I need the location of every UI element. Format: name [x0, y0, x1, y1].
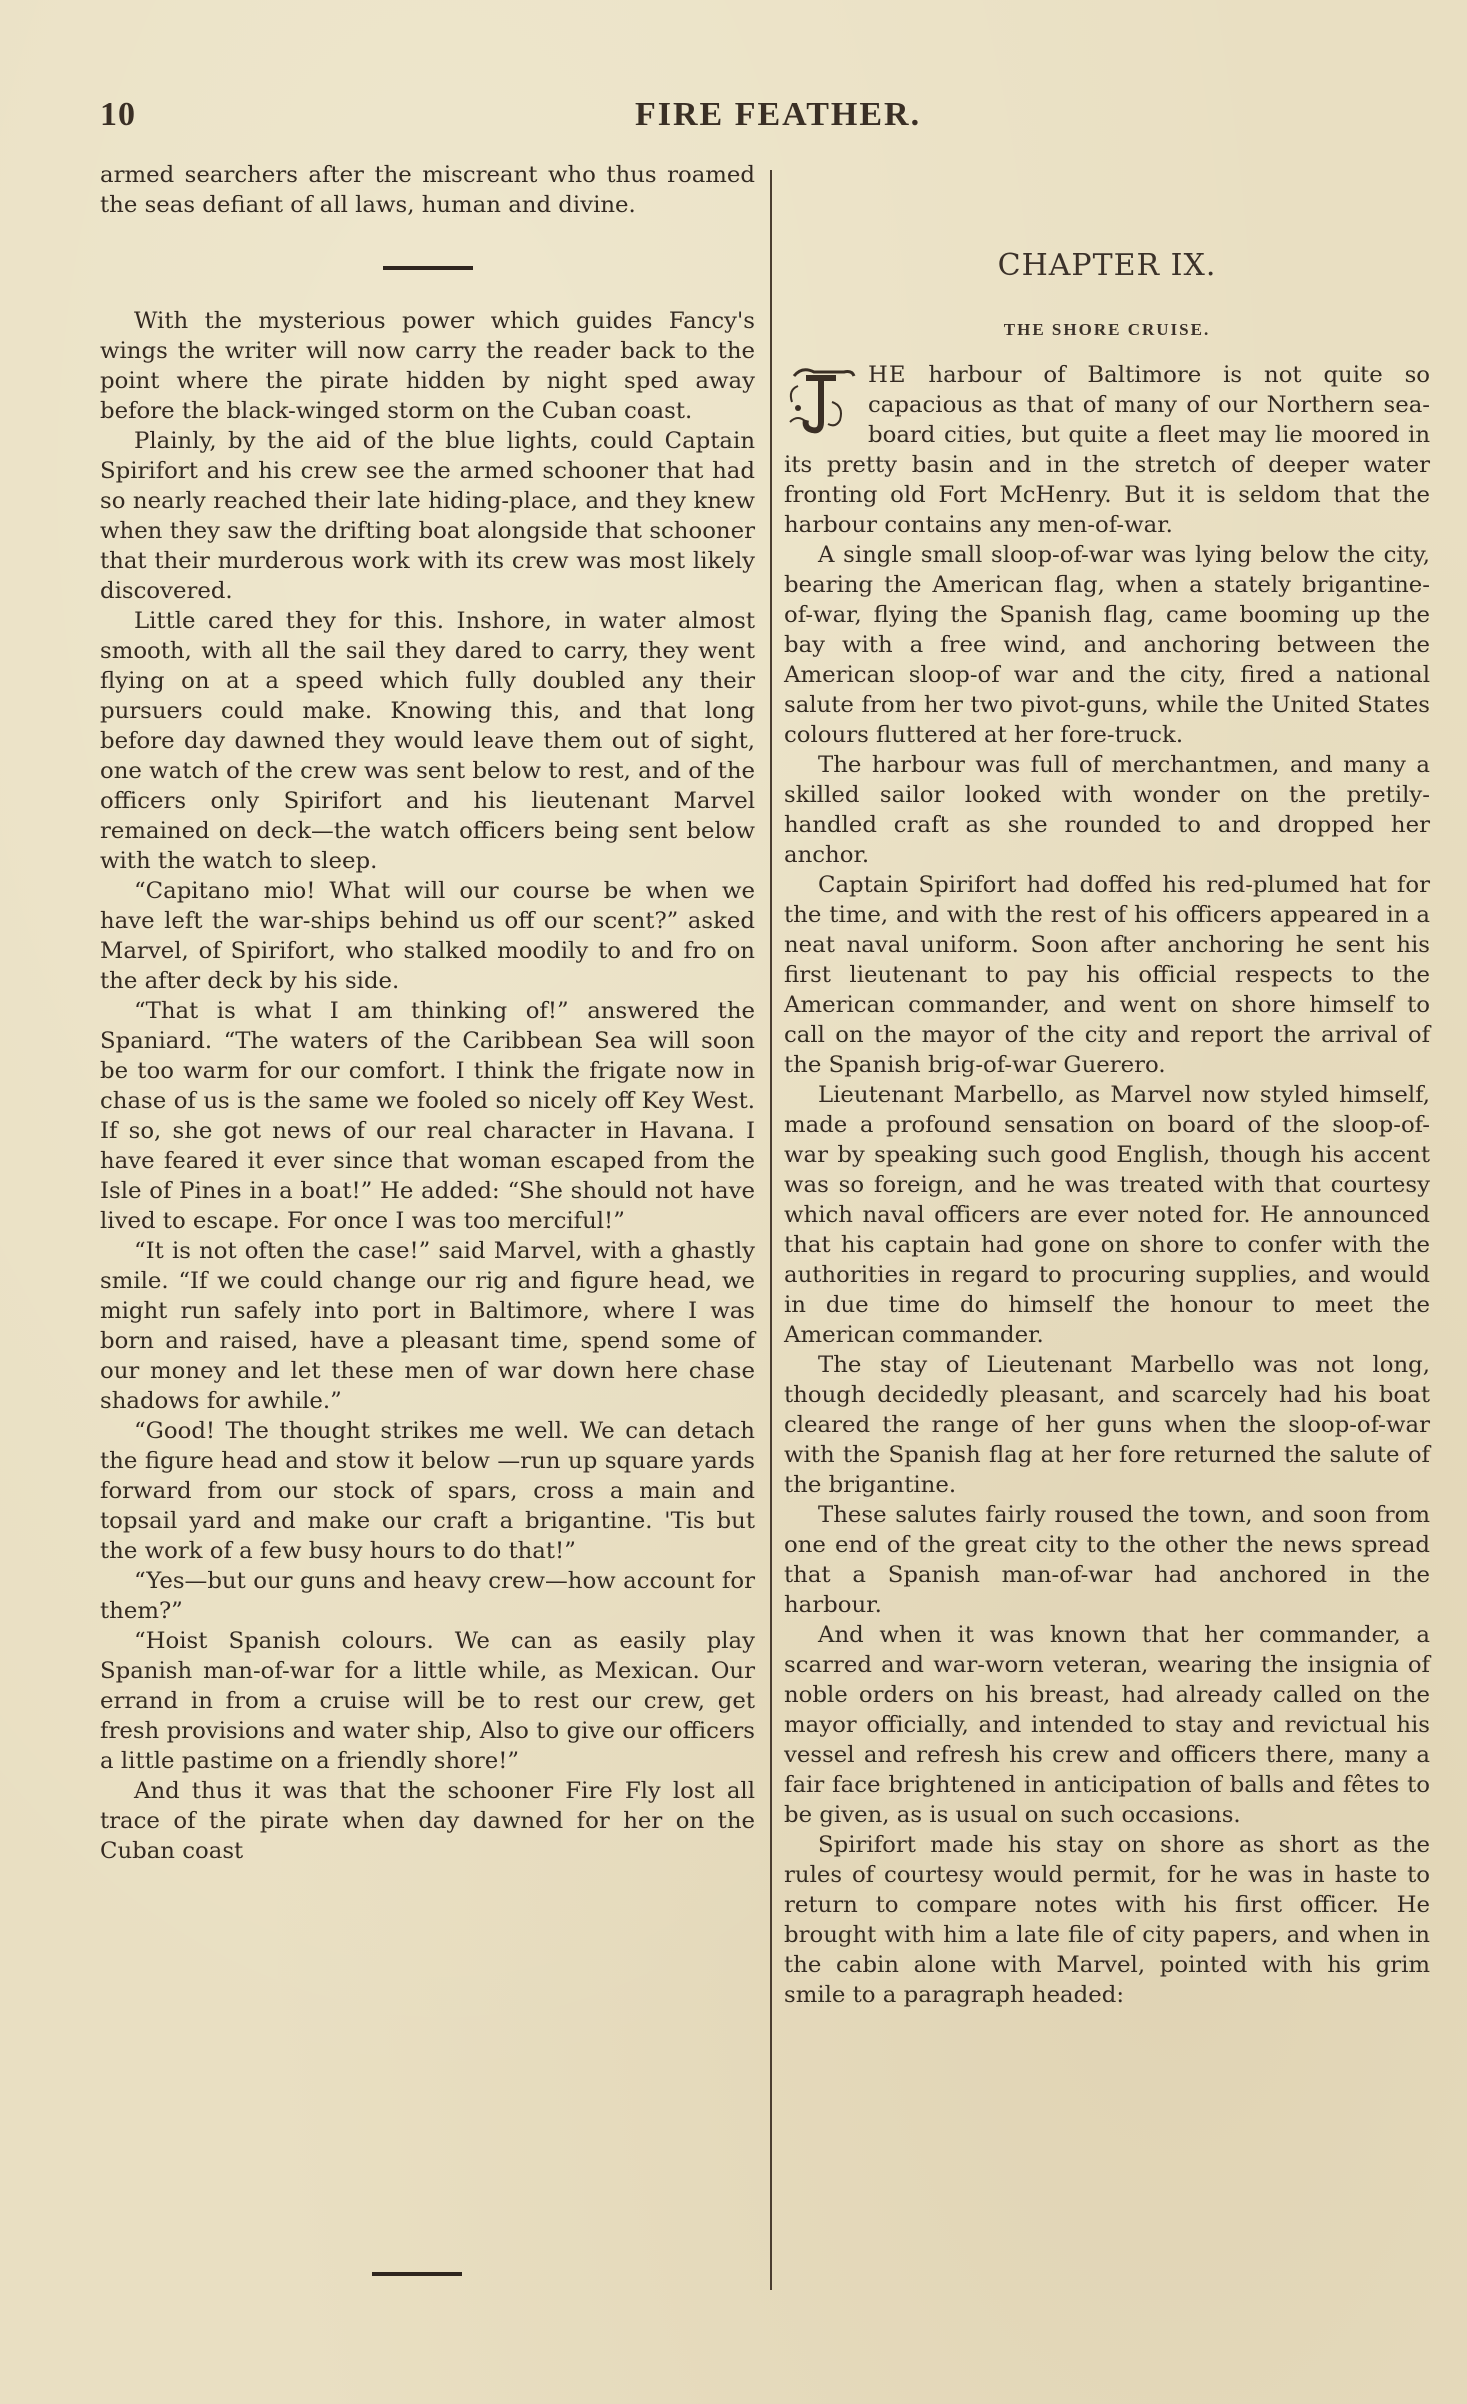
paragraph: “Hoist Spanish colours. We can as easily play Spanish man-of-war for a little while, as Mexican. Our errand in from a cruise will be to rest our crew, get fresh provisions and water ship, Also to give our officers a little pastime on a friendly shore!”: [100, 1628, 755, 1774]
column-divider: [770, 170, 772, 2290]
paragraph: “Capitano mio! What will our course be when we have left the war-ships behind us off our scent?” asked Marvel, of Spirifort, who stalked moodily to and fro on the after deck by his side.: [100, 878, 755, 994]
paragraph: Lieutenant Marbello, as Marvel now styled himself, made a profound sensation on board of the sloop-of-war by speaking such good English, though his accent was so foreign, and he was treated with that courtesy which naval officers are ever noted for. He announced that his captain had gone on shore to confer with the authorities in regard to procuring supplies, and would in due time do himself the honour to meet the American commander.: [784, 1082, 1430, 1348]
paragraph: Spirifort made his stay on shore as short as the rules of courtesy would permit, for he was in haste to return to compare notes with his first officer. He brought with him a late file of city papers, and when in the cabin alone with Marvel, pointed with his grim smile to a paragraph headed:: [784, 1832, 1430, 2008]
opening-paragraph: [784, 360, 1430, 540]
paragraph: The stay of Lieutenant Marbello was not long, though decidedly pleasant, and scarcely had his boat cleared the range of her guns when the sloop-of-war with the Spanish flag at her fore returned the salute of the brigantine.: [784, 1352, 1430, 1498]
page-number: 10: [100, 96, 136, 133]
paragraph: Little cared they for this. Inshore, in water almost smooth, with all the sail they dared to carry, they went flying on at a speed which fully doubled any their pursuers could make. Knowing this, and that long before day dawned they would leave them out of sight, one watch of the crew was sent below to rest, and of the officers only Spirifort and his lieutenant Marvel remained on deck—the watch officers being sent below with the watch to sleep.: [100, 608, 755, 874]
right-column: [784, 360, 1430, 2010]
section-rule: [383, 266, 473, 270]
paragraph: “That is what I am thinking of!” answered the Spaniard. “The waters of the Caribbean Sea will soon be too warm for our comfort. I think the frigate now in chase of us is the same we fooled so nicely off Key West. If so, she got news of our real character in Havana. I have feared it ever since that woman escaped from the Isle of Pines in a boat!” He added: “She should not have lived to escape. For once I was too merciful!”: [100, 998, 755, 1234]
paragraph: “Good! The thought strikes me well. We can detach the figure head and stow it below —run up square yards forward from our stock of spars, cross a main and topsail yard and make our craft a brigantine. 'Tis but the work of a few busy hours to do that!”: [100, 1418, 755, 1564]
ornamental-dropcap-icon: [784, 362, 858, 436]
running-title: FIRE FEATHER.: [635, 96, 922, 133]
paragraph: Captain Spirifort had doffed his red-plumed hat for the time, and with the rest of his officers appeared in a neat naval uniform. Soon after anchoring he sent his first lieutenant to pay his official respects to the American commander, and went on shore himself to call on the mayor of the city and report the arrival of the Spanish brig-of-war Guerero.: [784, 872, 1430, 1078]
paragraph: “It is not often the case!” said Marvel, with a ghastly smile. “If we could change our rig and figure head, we might run safely into port in Baltimore, where I was born and raised, have a pleasant time, spend some of our money and let these men of war down here chase shadows for awhile.”: [100, 1238, 755, 1414]
paragraph: And thus it was that the schooner Fire Fly lost all trace of the pirate when day dawned for her on the Cuban coast: [100, 1778, 755, 1864]
paragraph-text: harbour of Baltimore is not quite so capacious as that of many of our Northern sea-board cities, but quite a fleet may lie moored in its pretty basin and in the stretch of deeper water fronting old Fort McHenry. But it is seldom that the harbour contains any men-of-war.: [784, 362, 1430, 538]
paragraph: And when it was known that her commander, a scarred and war-worn veteran, wearing the insignia of noble orders on his breast, had already called on the mayor officially, and intended to stay and revictual his vessel and refresh his crew and officers there, many a fair face brightened in anticipation of balls and fêtes to be given, as is usual on such occasions.: [784, 1622, 1430, 1828]
paragraph: Plainly, by the aid of the blue lights, could Captain Spirifort and his crew see the armed schooner that had so nearly reached their late hiding-place, and they knew when they saw the drifting boat alongside that schooner that their murderous work with its crew was most likely discovered.: [100, 428, 755, 604]
paragraph: These salutes fairly roused the town, and soon from one end of the great city to the other the news spread that a Spanish man-of-war had anchored in the harbour.: [784, 1502, 1430, 1618]
opening-words: HE: [868, 362, 907, 388]
left-column: [100, 160, 755, 1866]
paragraph: “Yes—but our guns and heavy crew—how account for them?”: [100, 1568, 755, 1624]
end-rule: [372, 2272, 462, 2276]
paragraph: A single small sloop-of-war was lying below the city, bearing the American flag, when a stately brigantine-of-war, flying the Spanish flag, came booming up the bay with a free wind, and anchoring between the American sloop-of war and the city, fired a national salute from her two pivot-guns, while the United States colours fluttered at her fore-truck.: [784, 542, 1430, 748]
paragraph: The harbour was full of merchantmen, and many a skilled sailor looked with wonder on the pretily-handled craft as she rounded to and dropped her anchor.: [784, 752, 1430, 868]
chapter-subtitle: THE SHORE CRUISE.: [1003, 320, 1211, 339]
paragraph: With the mysterious power which guides Fancy's wings the writer will now carry the reader back to the point where the pirate hidden by night sped away before the black-winged storm on the Cuban coast.: [100, 308, 755, 424]
page-header: [100, 96, 1440, 136]
chapter-title: CHAPTER IX.: [997, 248, 1217, 283]
paragraph: armed searchers after the miscreant who thus roamed the seas defiant of all laws, human and divine.: [100, 162, 755, 218]
